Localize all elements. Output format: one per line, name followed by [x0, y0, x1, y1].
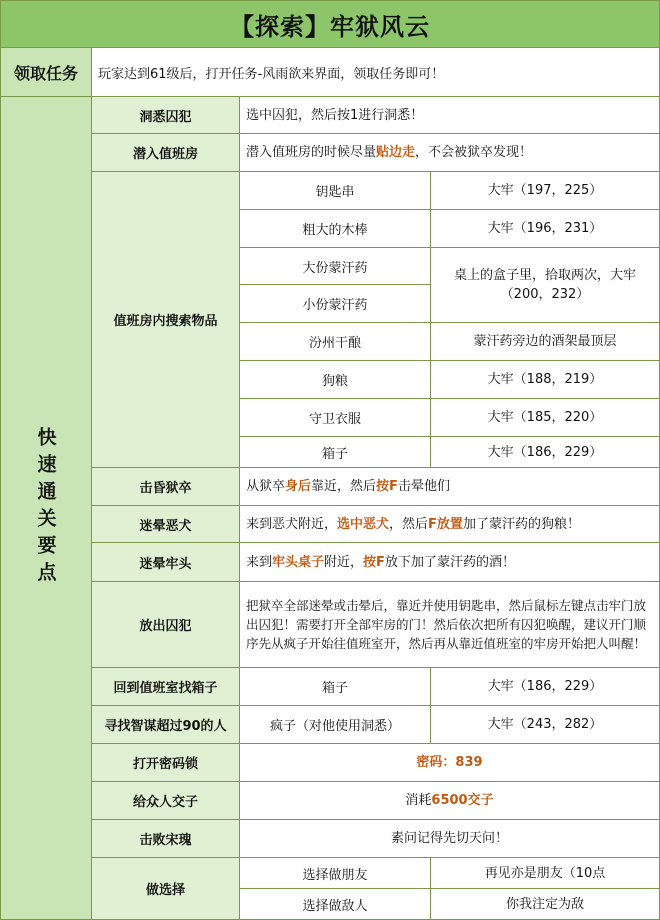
row-label: 击败宋瑰	[92, 820, 240, 857]
highlight-text: F放置	[428, 516, 463, 532]
row-find-smart-person	[92, 706, 659, 744]
row-label: 回到值班室找箱子	[92, 668, 240, 705]
item-location: 大牢（186，229）	[487, 444, 603, 460]
item-row	[240, 361, 659, 399]
choice-row	[240, 858, 659, 889]
item-location: 大牢（197，225）	[487, 183, 603, 198]
row-label: 打开密码锁	[92, 744, 240, 781]
row-find-box	[92, 668, 659, 706]
item-location: 大牢（185，220）	[487, 410, 603, 425]
text-part: 从狱卒	[246, 479, 286, 494]
item-row	[240, 210, 659, 248]
task-row	[1, 48, 659, 97]
row-give-jiaozi	[92, 782, 659, 820]
row-defeat-boss	[92, 820, 659, 858]
target-location: 大牢（186，229）	[487, 679, 603, 694]
row-knock-out-guards	[92, 468, 659, 506]
row-label: 值班房内搜索物品	[92, 172, 240, 467]
row-make-choice	[92, 858, 659, 919]
item-row-merged	[240, 248, 659, 323]
highlight-text: 贴边走	[376, 145, 416, 160]
row-label: 迷晕恶犬	[92, 506, 240, 542]
item-name: 箱子	[240, 437, 431, 467]
password-text: 密码：839	[416, 755, 483, 770]
row-label: 潜入值班房	[92, 134, 240, 171]
choice-option: 选择做敌人	[240, 889, 431, 919]
row-label: 洞悉囚犯	[92, 97, 240, 133]
item-row	[240, 172, 659, 210]
task-label: 领取任务	[1, 48, 92, 96]
row-content: 把狱卒全部迷晕或击晕后，靠近并使用钥匙串，然后鼠标左键点击牢门放出囚犯！需要打开全部牢房的门！然后依次把所有囚犯唤醒，建议开门顺序先从疯子开始往值班室开，然后再从靠近值班室的牢房开始把人叫醒！	[246, 598, 647, 651]
text-part: 靠近，然后	[311, 479, 377, 494]
text-part: 附近，	[324, 554, 364, 570]
quick-guide-section	[1, 97, 659, 919]
text-part: 放下加了蒙汗药的酒！	[384, 554, 515, 570]
row-content	[240, 706, 659, 743]
row-drug-dog	[92, 506, 659, 543]
page-title: 【探索】牢狱风云	[1, 1, 659, 48]
row-release-prisoners	[92, 582, 659, 668]
target-name: 疯子（对他使用洞悉）	[240, 706, 431, 743]
highlight-text: 选中恶犬	[337, 516, 390, 532]
row-label: 做选择	[92, 858, 240, 919]
highlight-text: 6500交子	[431, 793, 494, 808]
item-name: 大份蒙汗药	[240, 248, 430, 285]
highlight-text: 身后	[285, 479, 312, 494]
side-label-cell	[1, 97, 92, 919]
item-name: 汾州干酿	[240, 323, 431, 360]
target-location: 大牢（243，282）	[487, 717, 603, 732]
text-part: 加了蒙汗药的狗粮！	[462, 516, 580, 532]
text-part: 击晕他们	[397, 479, 450, 494]
row-label: 放出囚犯	[92, 582, 240, 667]
row-content: 素问记得先切天问！	[390, 831, 508, 846]
item-location: 大牢（188，219）	[487, 372, 603, 387]
item-row	[240, 323, 659, 361]
choices-table	[240, 858, 659, 919]
choice-row	[240, 889, 659, 919]
items-table	[240, 172, 659, 467]
choice-result: 你我注定为敌	[505, 896, 584, 912]
text-part: ，不会被狱卒发现！	[415, 145, 533, 160]
row-content	[240, 668, 659, 705]
row-open-lock	[92, 744, 659, 782]
text-part: ，然后	[389, 516, 429, 532]
row-inspect-prisoner	[92, 97, 659, 134]
highlight-text: 牢头桌子	[272, 554, 325, 570]
item-name: 粗大的木棒	[240, 210, 431, 247]
row-label: 击昏狱卒	[92, 468, 240, 505]
row-drug-warden	[92, 543, 659, 582]
side-label: 快速通关要点	[34, 427, 57, 589]
row-search-items	[92, 172, 659, 468]
task-text: 玩家达到61级后，打开任务-风雨欲来界面，领取任务即可！	[98, 66, 445, 82]
row-label: 给众人交子	[92, 782, 240, 819]
text-part: 消耗	[405, 793, 432, 808]
row-label: 寻找智谋超过90的人	[92, 706, 240, 743]
highlight-text: 按F	[363, 554, 385, 570]
highlight-text: 按F	[376, 479, 398, 494]
text-part: 来到	[246, 554, 273, 570]
row-content	[240, 468, 659, 505]
row-content: 选中囚犯，然后按1进行洞悉！	[246, 107, 424, 123]
row-content	[240, 506, 659, 542]
row-label: 迷晕牢头	[92, 543, 240, 581]
item-location: 大牢（196，231）	[487, 221, 603, 236]
text-part: 来到恶犬附近，	[246, 516, 338, 532]
text-part: 潜入值班房的时候尽量	[246, 145, 377, 160]
item-location: 蒙汗药旁边的酒架最顶层	[473, 334, 617, 349]
item-name: 狗粮	[240, 361, 431, 398]
target-name: 箱子	[240, 668, 431, 705]
item-name: 守卫衣服	[240, 399, 431, 436]
choice-option: 选择做朋友	[240, 858, 431, 888]
row-content	[240, 134, 659, 171]
item-name: 钥匙串	[240, 172, 431, 209]
item-name: 小份蒙汗药	[302, 298, 368, 313]
item-location: 桌上的盒子里，拾取两次，大牢（200，232）	[453, 268, 636, 302]
item-row	[240, 437, 659, 467]
merged-names	[240, 248, 431, 322]
row-sneak-duty-room	[92, 134, 659, 172]
row-content	[240, 782, 659, 819]
item-row	[240, 399, 659, 437]
row-content	[240, 543, 659, 581]
guide-rows	[92, 97, 659, 919]
choice-result: 再见亦是朋友（10点	[484, 865, 606, 881]
